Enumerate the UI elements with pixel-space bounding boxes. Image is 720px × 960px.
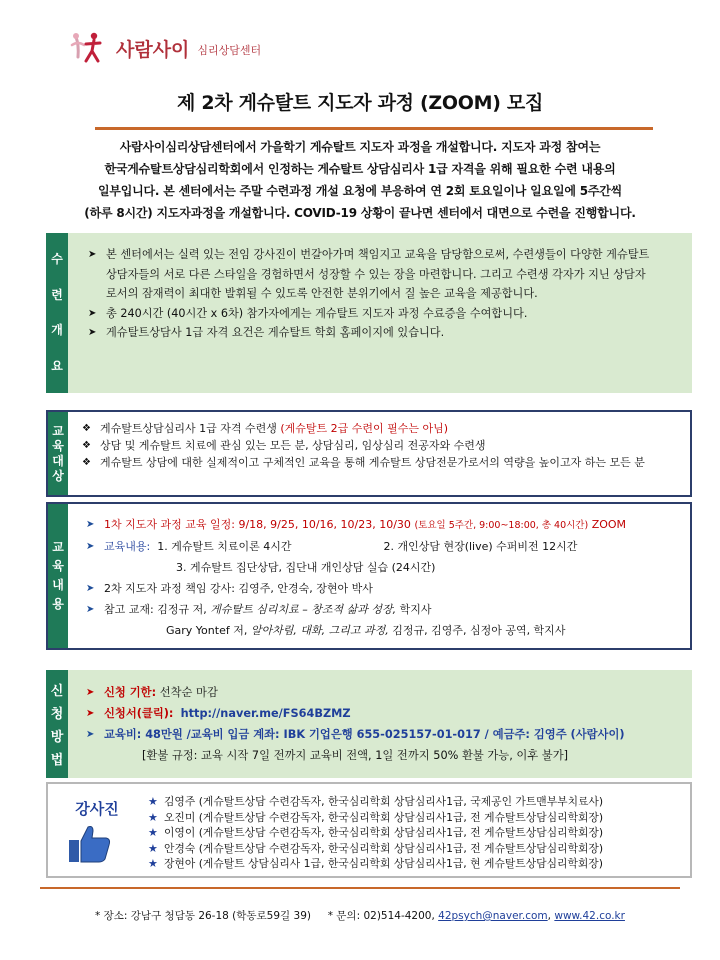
section-label: 교 육 대 상: [48, 412, 68, 495]
list-item: ★ 오진미 (게슈탈트상담 수련감독자, 한국심리학회 상담심리사1급, 전 게슈탈트상담심리학회장): [148, 810, 604, 824]
logo-figures-icon: [70, 31, 114, 65]
star-icon: ★: [148, 810, 158, 824]
refund-policy: [환불 규정: 교육 시작 7일 전까지 교육비 전액, 1일 전까지 50% 환불 가능, 이후 불가]: [142, 749, 569, 762]
form-label: 신청서(클릭):: [104, 707, 174, 720]
list-item: ➤ 교육내용: 1. 게슈탈트 치료이론 4시간 2. 개인상담 현장(live) 수퍼비전 12시간: [86, 536, 696, 557]
arrow-bullet-icon: ➤: [88, 249, 97, 260]
apply-list: [86, 682, 686, 766]
star-icon: ★: [148, 795, 158, 808]
arrow-bullet-icon: ➤: [86, 604, 95, 615]
intro-line: 한국게슈탈트상담심리학회에서 인정하는 게슈탈트 상담심리사 1급 자격을 위해 필요한 수련 내용의: [104, 162, 616, 176]
intro-line: 일부입니다. 본 센터에서는 주말 수련과정 개설 요청에 부응하여 연 2회 토요일이나 일요일에 5주간씩: [97, 184, 623, 198]
arrow-bullet-icon: ➤: [86, 687, 95, 698]
arrow-bullet-icon: ➤: [86, 729, 95, 740]
lecturers-section: [46, 782, 692, 878]
list-item: ➤ 게슈탈트상담사 1급 자격 요건은 게슈탈트 학회 홈페이지에 있습니다.: [88, 323, 656, 343]
training-overview-section: [46, 233, 692, 393]
note: (게슈탈트 2급 수련이 필수는 아님): [280, 422, 449, 435]
list-item: ★ 장현아 (게슈탈트 상담심리사 1급, 한국심리학회 상담심리사1급, 현 게슈탈트상담심리학회장): [148, 857, 603, 870]
schedule-label: 1차 지도자 과정 교육 일정: [104, 518, 232, 531]
star-icon: ★: [148, 826, 158, 839]
list-item: ★ 이영이 (게슈탈트상담 수련감독자, 한국심리학회 상담심리사1급, 전 게슈탈트상담심리학회장): [148, 826, 604, 839]
intro-line: (하루 8시간) 지도자과정을 개설합니다. COVID-19 상황이 끝나면 센터에서 대면으로 수련을 진행합니다.: [84, 206, 636, 220]
section-label: 신 청 방 법: [46, 670, 68, 778]
footer-divider: [40, 887, 680, 889]
logo-subtitle: 심리상담센터: [197, 44, 262, 57]
email-link[interactable]: 42psych@naver.com: [438, 910, 548, 922]
list-item: ➤ 2차 지도자 과정 책임 강사: 김영주, 안경숙, 장현아 박사: [86, 578, 696, 599]
form-link[interactable]: http://naver.me/FS64BZMZ: [180, 707, 351, 720]
lecturers-label: 강사진: [75, 800, 119, 818]
star-icon: ★: [148, 857, 158, 870]
arrow-bullet-icon: ➤: [86, 541, 95, 552]
footer: * 장소: 강남구 청담동 26-18 (학동로59길 39) * 문의: 02)514-4200, 42psych@naver.com, www.42.co.kr: [95, 910, 625, 922]
list-item: ★ 안경숙 (게슈탈트상담 수련감독자, 한국심리학회 상담심리사1급, 전 게슈탈트상담심리학회장): [148, 841, 604, 855]
content-label: 교육내용:: [104, 540, 151, 553]
contact: * 문의: 02)514-4200,: [327, 910, 439, 922]
schedule-note: (토요일 5주간, 9:00~18:00, 총 40시간): [414, 520, 589, 531]
list-item: ★ 김영주 (게슈탈트상담 수련감독자, 한국심리학회 상담심리사1급, 국제공인 가트맨부부치료사): [148, 795, 604, 808]
star-icon: ★: [148, 841, 158, 855]
diamond-bullet-icon: ❖: [82, 440, 91, 451]
list-item: ➤ 총 240시간 (40시간 x 6차) 참가자에게는 게슈탈트 지도자 과정 수료증을 수여합니다.: [88, 304, 656, 324]
schedule-zoom: ZOOM: [591, 518, 627, 531]
intro-line: 사람사이심리상담센터에서 가을학기 게슈탈트 지도자 과정을 개설합니다. 지도자 과정 참여는: [119, 140, 601, 154]
address: * 장소: 강남구 청담동 26-18 (학동로59길 39): [95, 910, 311, 922]
list-item: ➤ 본 센터에서는 실력 있는 전임 강사진이 번갈아가며 책임지고 교육을 담당함으로써, 수련생들이 다양한 게슈탈트 상담자들의 서로 다른 스타일을 경험하면서 성장할 수 있는 장을 마련합니다. 그리고 수련생 각자가 지닌 상담자로서의 잠재력이 최대한 발휘될 수 있도록 안전한 분위기에서 질 높은 교육을 제공합니다.: [88, 245, 656, 304]
logo: [70, 30, 261, 66]
list-item: [86, 703, 686, 724]
arrow-bullet-icon: ➤: [88, 307, 97, 319]
lecturers-list: [148, 794, 668, 872]
education-target-section: [46, 410, 692, 497]
arrow-bullet-icon: ➤: [86, 708, 95, 719]
list-item: Gary Yontef 저, 알아차림, 대화, 그리고 과정, 김정규, 김영주, 심정아 공역, 학지사: [166, 624, 566, 637]
diamond-bullet-icon: ❖: [82, 423, 91, 434]
education-content-section: [46, 502, 692, 650]
list-item: ❖ 게슈탈트상담심리사 1급 자격 수련생 (게슈탈트 2급 수련이 필수는 아님): [82, 422, 449, 435]
arrow-bullet-icon: ➤: [86, 583, 95, 594]
arrow-bullet-icon: ➤: [88, 327, 97, 338]
list-item: [86, 514, 696, 536]
thumbs-up-icon: [68, 824, 112, 864]
website-link[interactable]: www.42.co.kr: [554, 910, 625, 922]
overview-list: [88, 245, 656, 343]
application-section: [46, 670, 692, 778]
list-item: 3. 게슈탈트 집단상담, 집단내 개인상담 실습 (24시간): [176, 561, 436, 574]
section-label: 수 련 개 요: [46, 233, 68, 393]
content-list: [86, 514, 696, 641]
title-divider: [95, 127, 653, 130]
deadline-label: 신청 기한:: [104, 686, 157, 699]
section-label: 교 육 내 용: [48, 504, 68, 648]
list-item: ❖ 게슈탈트 상담에 대한 실제적이고 구체적인 교육을 통해 게슈탈트 상담전문가로서의 역량을 높이고자 하는 모든 분: [82, 456, 645, 469]
fee-info: 교육비: 48만원 /교육비 입금 계좌: IBK 기업은행 655-025157-01-017 / 예금주: 김영주 (사람사이): [104, 728, 625, 741]
list-item: ➤ 참고 교재: 김정규 저, 게슈탈트 심리치료 – 창조적 삶과 성장, 학지사: [86, 599, 696, 620]
arrow-bullet-icon: ➤: [86, 519, 95, 530]
logo-name: 사람사이: [116, 38, 190, 61]
list-item: [86, 724, 686, 745]
target-list: [82, 420, 682, 471]
page-title: 제 2차 게슈탈트 지도자 과정 (ZOOM) 모집: [176, 92, 544, 114]
diamond-bullet-icon: ❖: [82, 457, 91, 468]
list-item: ➤ 신청 기한: 선착순 마감: [86, 682, 686, 703]
schedule-dates: : 9/18, 9/25, 10/16, 10/23, 10/30: [231, 518, 411, 531]
list-item: [86, 745, 686, 766]
list-item: ❖ 상담 및 게슈탈트 치료에 관심 있는 모든 분, 상담심리, 임상심리 전공자와 수련생: [82, 439, 486, 452]
intro-paragraph: [48, 136, 672, 224]
